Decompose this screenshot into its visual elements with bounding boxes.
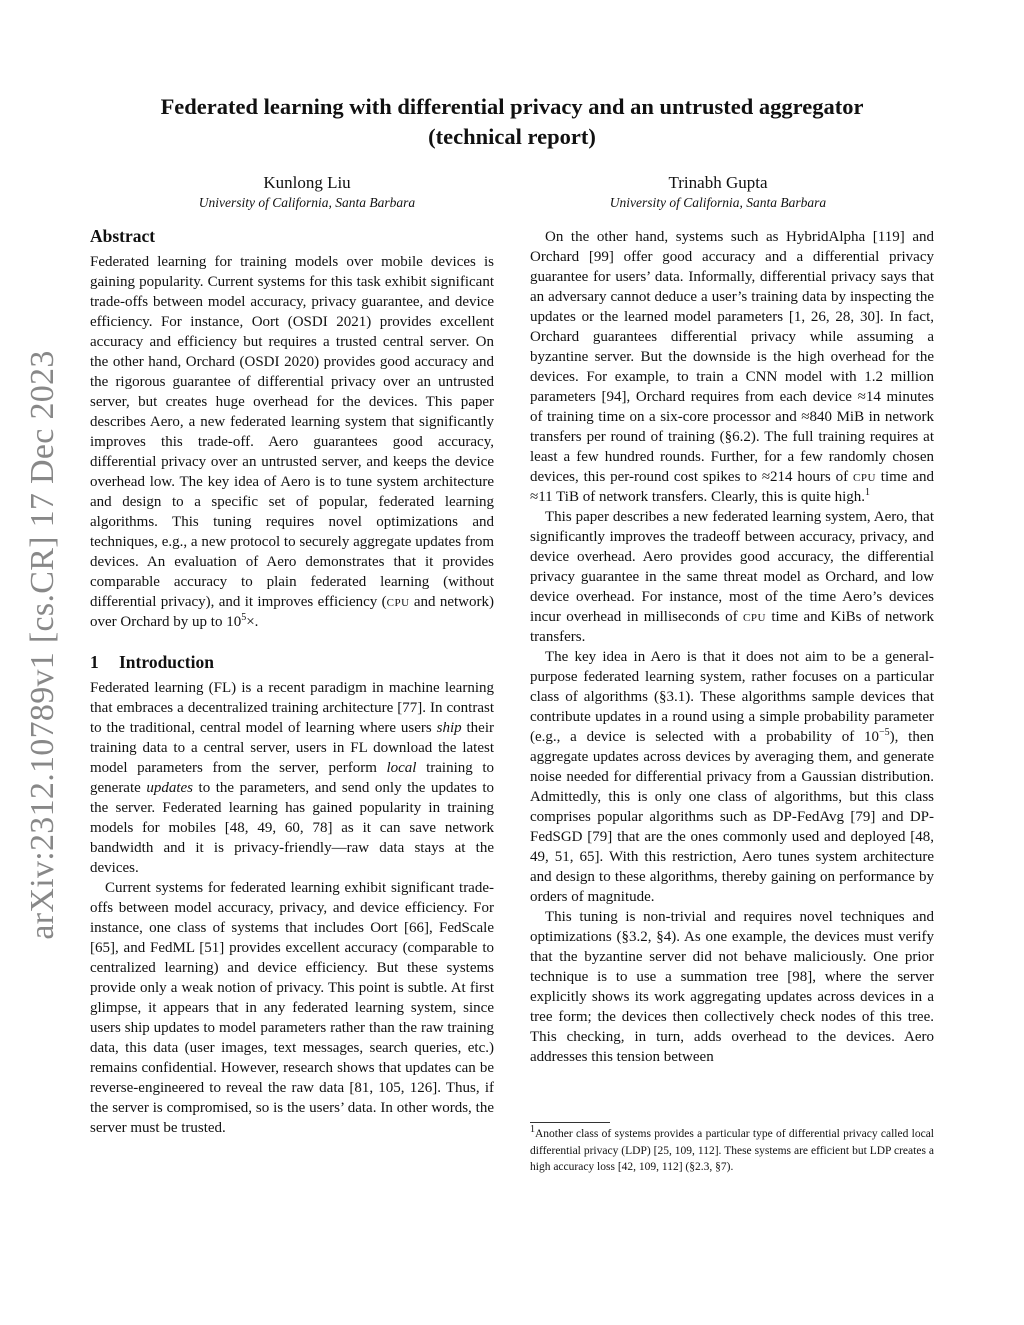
text-run: ship bbox=[436, 720, 462, 736]
footnote-text: Another class of systems provides a particular type of differential privacy called local differential privacy (LDP) [25, 109, 112]. These systems are efficient but LDP creates a high accuracy loss [42, 109, 112] (§2.3, §7). bbox=[530, 1128, 934, 1173]
superscript: 5 bbox=[241, 612, 247, 623]
left-column bbox=[90, 225, 494, 1138]
text-run: cpu bbox=[743, 609, 766, 625]
section-number: 1 bbox=[90, 652, 99, 672]
text-run: time and KiBs of network transfers. bbox=[530, 609, 934, 645]
paragraph bbox=[90, 252, 494, 632]
text-run: to the parameters, and send only the updates to the server. Federated learning has gained popularity in training models for mobiles [48, 49, 60, 78] as it can save network bandwidth and it is privacy-friendly—raw data stays at the devices. bbox=[90, 780, 495, 876]
abstract-body bbox=[90, 252, 494, 632]
author-affiliation: University of California, Santa Barbara bbox=[198, 195, 416, 210]
footnote bbox=[530, 1126, 934, 1176]
text-run: cpu bbox=[386, 594, 410, 610]
text-run: Current systems for federated learning exhibit significant trade-offs between model accuracy, privacy, and device efficiency. For instance, one class of systems that includes Oort [66], FedScale [65], and FedML [51] provides excellent accuracy (comparable to centralized learning) and device efficiency. But these systems provide only a weak notion of privacy. This point is subtle. At first glimpse, it appears that in any federated learning system, since users ship updates to model parameters rather than the raw training data, this data (user images, text messages, search queries, etc.) remains confidential. However, research shows that updates can be reverse-engineered to reveal the raw data [81, 105, 126]. Thus, if the server is compromised, so is the users’ data. In other words, the server must be trusted. bbox=[90, 880, 494, 1136]
superscript: 1 bbox=[865, 487, 871, 498]
text-run: cpu bbox=[853, 469, 876, 485]
title-line-1: Federated learning with differential privacy and an untrusted aggregator bbox=[160, 94, 864, 119]
author-block-2 bbox=[528, 172, 908, 212]
paragraph bbox=[90, 678, 494, 878]
paragraph bbox=[530, 507, 934, 647]
text-run: This paper describes a new federated learning system, Aero, that significantly improves the tradeoff between accuracy, privacy, and device overhead. Aero provides good accuracy, the differential privacy guarantee in the same threat model as Orchard, and low device overhead. For instance, most of the time Aero’s devices incur overhead in milliseconds of bbox=[530, 509, 934, 625]
section-title: Introduction bbox=[119, 652, 214, 672]
text-run: and network) over Orchard by up to 10 bbox=[90, 594, 494, 630]
right-body bbox=[530, 227, 934, 1067]
text-run: Federated learning (FL) is a recent paradigm in machine learning that embraces a decentralized training architecture [77]. In contrast to the traditional, central model of learning where users bbox=[90, 680, 494, 736]
text-run: On the other hand, systems such as HybridAlpha [119] and Orchard [99] offer good accuracy and a differential privacy guarantee for users’ data. Informally, differential privacy says that an adversary cannot deduce a user’s training data by inspecting the updates or the learned model parameters [1, 26, 28, 30]. In fact, Orchard guarantees differential privacy while assuming a byzantine server. But the downside is the high overhead for the devices. For example, to train a CNN model with 1.2 million parameters [94], Orchard requires from each device ≈14 minutes of training time on a six-core processor and ≈840 MiB in network transfers per round of training (§6.2). The full training requires at least a few hundred rounds. Further, for a few randomly chosen devices, this per-round cost spikes to ≈214 hours of bbox=[530, 229, 934, 485]
text-run: This tuning is non-trivial and requires novel techniques and optimizations (§3.2, §4). As one example, the devices must verify that the byzantine server did not behave maliciously. One prior technique is to use a summation tree [98], where the server explicitly shows its work aggregating updates across devices in a tree form; the devices then collectively check nodes of this tree. This checking, in turn, adds overhead to the devices. Aero addresses this tension between bbox=[530, 909, 934, 1065]
arxiv-stamp: arXiv:2312.10789v1 [cs.CR] 17 Dec 2023 bbox=[24, 350, 61, 940]
author-name: Trinabh Gupta bbox=[668, 173, 768, 192]
footnote-mark: 1 bbox=[530, 1124, 535, 1136]
footnote-rule bbox=[530, 1122, 610, 1123]
paragraph bbox=[530, 647, 934, 907]
text-run: training to generate bbox=[90, 760, 495, 796]
abstract-heading: Abstract bbox=[90, 226, 156, 246]
text-run: ×. bbox=[246, 614, 259, 630]
paper-title bbox=[60, 92, 964, 152]
text-run: The key idea in Aero is that it does not aim to be a general-purpose federated learning system, rather focuses on a particular class of algorithms (§3.1). These algorithms sample devices that contribute updates in a round using a simple probability parameter (e.g., a device is selected with a probability of 10 bbox=[530, 649, 934, 745]
paragraph bbox=[530, 907, 934, 1067]
intro-heading bbox=[90, 651, 494, 673]
author-name: Kunlong Liu bbox=[263, 173, 351, 192]
author-block-1 bbox=[117, 172, 497, 212]
text-run: ), then aggregate updates across devices by averaging them, and generate noise needed for differential privacy from a Gaussian distribution. Admittedly, this is only one class of algorithms, but this class comprises popular algorithms such as DP-FedAvg [79] and DP-FedSGD [79] that are the ones commonly used and deployed [48, 49, 51, 65]. With this restriction, Aero tunes system architecture and design to these algorithms, thereby gaining on performance by orders of magnitude. bbox=[530, 729, 934, 905]
title-line-2: (technical report) bbox=[428, 124, 596, 149]
text-run: updates bbox=[146, 780, 194, 796]
right-column bbox=[530, 227, 934, 1067]
text-run: time and ≈11 TiB of network transfers. Clearly, this is quite high. bbox=[530, 469, 934, 505]
paragraph bbox=[530, 227, 934, 507]
superscript: −5 bbox=[879, 727, 890, 738]
text-run: local bbox=[386, 760, 417, 776]
intro-body bbox=[90, 678, 494, 1138]
author-affiliation: University of California, Santa Barbara bbox=[609, 195, 827, 210]
paragraph bbox=[90, 878, 494, 1138]
text-run: Federated learning for training models over mobile devices is gaining popularity. Current systems for this task exhibit significant trade-offs between model accuracy, privacy guarantee, and device efficiency. For instance, Oort (OSDI 2021) provides excellent accuracy and efficiency but requires a trusted central server. On the other hand, Orchard (OSDI 2020) provides good accuracy and the rigorous guarantee of differential privacy over an untrusted server, but creates huge overhead for the devices. This paper describes Aero, a new federated learning system that significantly improves this trade-off. Aero guarantees good accuracy, differential privacy over an untrusted server, and keeps the device overhead low. The key idea of Aero is to tune system architecture and design to a specific set of popular, federated learning algorithms. This tuning requires novel optimizations and techniques, e.g., a new protocol to securely aggregate updates from devices. An evaluation of Aero demonstrates that it provides comparable accuracy to plain federated learning (without differential privacy), and it improves efficiency ( bbox=[90, 254, 494, 610]
text-run: their training data to a central server, users in FL download the latest model parameters from the server, perform bbox=[90, 720, 494, 776]
